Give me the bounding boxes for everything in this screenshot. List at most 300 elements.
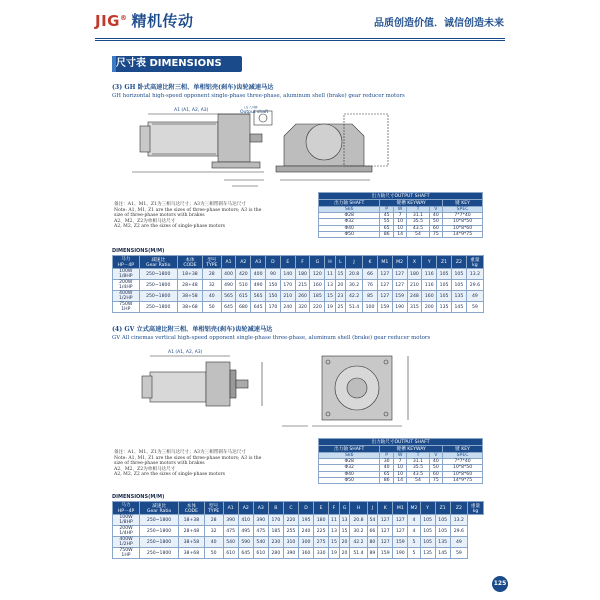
gv-dim-cell: 20 bbox=[339, 537, 350, 548]
gv-title-en: GV All cinemas vertical high-speed opponent single-phase three-phase, aluminum shell (brake) gear reducer motors bbox=[112, 335, 431, 341]
gv-dim-header: K bbox=[378, 502, 393, 515]
gv-dim-cell: 13 bbox=[329, 526, 340, 537]
gh-dim-cell: 490 bbox=[251, 280, 266, 291]
gv-dim-header: Z2 bbox=[450, 502, 467, 515]
gv-dim-cell: 54 bbox=[367, 515, 378, 526]
gh-shaft-cell: 7*7*40 bbox=[443, 213, 483, 219]
header-rule-thin bbox=[95, 40, 505, 41]
gh-shaft-h-key: 键 KEY bbox=[443, 200, 483, 207]
gv-dim-cell: 127 bbox=[378, 526, 393, 537]
gv-shaft-cell: Φ28 bbox=[319, 459, 380, 465]
gh-shaft-subheader: P bbox=[380, 207, 394, 213]
gv-dim-cell: 13 bbox=[339, 515, 350, 526]
gh-shaft-cell: 14*9*75 bbox=[443, 231, 483, 237]
gh-shaft-subheader: SPEC bbox=[443, 207, 483, 213]
gh-note-line: 备注：A1、M1、Z1为三相马达尺寸；A3为三相带刹车马达尺寸 bbox=[114, 202, 246, 207]
gh-shaft-cell: Φ28 bbox=[319, 213, 380, 219]
gh-dim-cell: 200W 1/4HP bbox=[113, 280, 140, 291]
gh-dim-header: L bbox=[335, 256, 345, 269]
gh-dim-header: H bbox=[325, 256, 335, 269]
gv-shaft-title: 出力轴尺寸OUTPUT SHAFT bbox=[319, 439, 483, 446]
gv-dim-cell: 11 bbox=[329, 515, 340, 526]
gh-drawing bbox=[112, 106, 482, 202]
gv-dim-cell: 185 bbox=[268, 526, 283, 537]
section-title: 尺寸表 DIMENSIONS bbox=[112, 56, 242, 72]
gv-dim-cell: 310 bbox=[283, 537, 298, 548]
gv-shaft-cell: 30 bbox=[380, 459, 394, 465]
gv-dim-cell: 750W 1HP bbox=[113, 548, 140, 559]
gh-shaft-cell: 65 bbox=[380, 225, 394, 231]
gh-dim-cell: 15 bbox=[325, 291, 335, 302]
gv-dim-cell: 80 bbox=[367, 537, 378, 548]
gv-shaft-h-keyway: 键槽 KEYWAY bbox=[380, 446, 443, 453]
gv-dim-header: M1 bbox=[393, 502, 408, 515]
gh-dim-cell: 420 bbox=[236, 269, 251, 280]
gh-dim-cell: 116 bbox=[422, 269, 437, 280]
gv-shaft-cell: Φ32 bbox=[319, 465, 380, 471]
gv-dim-cell: 89 bbox=[367, 548, 378, 559]
gh-dim-row bbox=[113, 302, 484, 313]
gv-dim-header-row bbox=[113, 502, 484, 515]
brand-name: JIG bbox=[95, 12, 120, 30]
gh-dim-cell: 105 bbox=[437, 291, 452, 302]
gv-dim-cell: 180 bbox=[314, 515, 329, 526]
gv-dim-cell: 40 bbox=[204, 537, 223, 548]
gv-dim-cell: 190 bbox=[393, 548, 408, 559]
gh-dim-row bbox=[113, 269, 484, 280]
gv-dim-cell: 280 bbox=[268, 548, 283, 559]
gv-dim-cell: 240 bbox=[299, 526, 314, 537]
gh-dim-cell: 160 bbox=[310, 280, 325, 291]
gh-dim-cell: 76 bbox=[363, 280, 378, 291]
gv-shaft-subheader: T bbox=[407, 453, 429, 459]
gh-shaft-cell: 10 bbox=[393, 225, 407, 231]
gv-dim-header: 型号 TYPE bbox=[204, 502, 223, 515]
gh-dim-cell: 180 bbox=[407, 269, 422, 280]
gv-dim-cell: 19 bbox=[329, 548, 340, 559]
gh-dim-header: X bbox=[407, 256, 422, 269]
gh-dim-cell: 200 bbox=[422, 302, 437, 313]
gv-dim-cell: 225 bbox=[314, 526, 329, 537]
gh-dim-header: A2 bbox=[236, 256, 251, 269]
gv-dim-cell: 127 bbox=[393, 515, 408, 526]
gh-dim-cell: 105 bbox=[437, 269, 452, 280]
gh-shaft-cell: 75 bbox=[429, 231, 443, 237]
gv-dim-cell: 42.2 bbox=[350, 537, 367, 548]
gh-note-line: size of three-phase motors with brakes bbox=[114, 213, 205, 219]
gh-dim-cell: 248 bbox=[407, 291, 422, 302]
gv-dim-cell: 66 bbox=[367, 526, 378, 537]
gv-dim-label: DIMENSIONS(M/M) bbox=[112, 494, 165, 500]
gh-shaft-cell: 50 bbox=[429, 219, 443, 225]
gh-shaft-cell: 10 bbox=[393, 219, 407, 225]
gh-dim-header: D bbox=[266, 256, 281, 269]
gh-dim-cell: 170 bbox=[266, 302, 281, 313]
gh-dim-cell: 38+58 bbox=[177, 291, 202, 302]
gv-dim-cell: 5 bbox=[408, 537, 420, 548]
gh-dim-cell: 250~1800 bbox=[139, 280, 177, 291]
gh-shaft-title: 出力轴尺寸OUTPUT SHAFT bbox=[319, 193, 483, 200]
gh-dim-header: F bbox=[295, 256, 310, 269]
gh-dim-cell: 50 bbox=[202, 302, 221, 313]
gv-dim-cell: 50 bbox=[204, 548, 223, 559]
gh-dim-cell: 750W 1HP bbox=[113, 302, 140, 313]
gv-dim-cell: 195 bbox=[299, 515, 314, 526]
gh-notes bbox=[114, 202, 261, 230]
gh-shaft-cell: Φ32 bbox=[319, 219, 380, 225]
gv-shaft-cell: 40 bbox=[429, 459, 443, 465]
gv-dim-cell: 159 bbox=[378, 548, 393, 559]
gv-dim-cell: 135 bbox=[420, 548, 435, 559]
gv-dim-cell: 390 bbox=[253, 515, 268, 526]
gh-dim-cell: 127 bbox=[377, 280, 392, 291]
gh-dim-cell: 42.2 bbox=[346, 291, 363, 302]
gh-dim-header: 本体 CODE bbox=[177, 256, 202, 269]
gv-dim-cell: 540 bbox=[223, 537, 238, 548]
gh-dim-cell: 220 bbox=[310, 302, 325, 313]
gv-dim-cell: 15 bbox=[329, 537, 340, 548]
gh-shaft-cell: Φ40 bbox=[319, 225, 380, 231]
gv-dim-cell: 5 bbox=[408, 548, 420, 559]
gv-dim-header: Y bbox=[420, 502, 435, 515]
gh-dim-cell: 100W 1/8HP bbox=[113, 269, 140, 280]
gv-dim-cell: 495 bbox=[238, 526, 253, 537]
gh-dim-cell: 15 bbox=[335, 269, 345, 280]
gv-dim-cell: 20 bbox=[339, 548, 350, 559]
gh-dim-cell: 170 bbox=[280, 280, 295, 291]
gh-dim-cell: 250~1800 bbox=[139, 302, 177, 313]
gh-dim-cell: 32 bbox=[202, 280, 221, 291]
gv-heading bbox=[112, 326, 430, 342]
gh-shaft-cell: 10*8*60 bbox=[443, 225, 483, 231]
gh-dim-cell: 40 bbox=[202, 291, 221, 302]
gh-output-shaft-label: 出力轴 bbox=[244, 106, 258, 110]
gh-dim-a1-label: A1 (A1, A2, A3) bbox=[174, 108, 209, 113]
gv-shaft-cell: 50 bbox=[429, 465, 443, 471]
gh-dim-cell: 150 bbox=[266, 280, 281, 291]
gh-shaft-h-keyway: 键槽 KEYWAY bbox=[380, 200, 443, 207]
gh-shaft-cell: 14 bbox=[393, 231, 407, 237]
gh-dim-cell: 240 bbox=[280, 302, 295, 313]
gv-dim-header: D bbox=[299, 502, 314, 515]
gh-dim-cell: 185 bbox=[310, 291, 325, 302]
gh-dim-cell: 250~1800 bbox=[139, 269, 177, 280]
gv-dim-cell: 360 bbox=[299, 548, 314, 559]
gv-notes bbox=[114, 450, 261, 478]
gv-dim-cell: 29.6 bbox=[450, 526, 467, 537]
gv-dim-cell: 250~1800 bbox=[140, 526, 179, 537]
gh-dim-cell: 150 bbox=[266, 291, 281, 302]
gv-note-line: A2、M2、Z2为单相马达尺寸 bbox=[114, 466, 176, 472]
gh-dim-header: 减速比 Gear Ratio bbox=[139, 256, 177, 269]
gh-dim-header: M2 bbox=[392, 256, 407, 269]
gv-dim-header: A2 bbox=[238, 502, 253, 515]
gh-dim-cell: 25 bbox=[335, 302, 345, 313]
gv-shaft-cell: 14*9*75 bbox=[443, 477, 483, 483]
gv-dim-cell: 475 bbox=[253, 526, 268, 537]
gv-dim-header: J bbox=[367, 502, 378, 515]
gh-shaft-subheader: V bbox=[429, 207, 443, 213]
gv-dim-header: G bbox=[339, 502, 350, 515]
gh-dim-header: E bbox=[280, 256, 295, 269]
gh-shaft-cell: 35.5 bbox=[407, 219, 429, 225]
gv-dim-cell: 200W 1/4HP bbox=[113, 526, 140, 537]
gh-dim-label: DIMENSIONS(M/M) bbox=[112, 248, 165, 254]
gv-note-line: Note: A1, M1, Z1 are the sizes of three-phase motors; A3 is the bbox=[114, 455, 262, 461]
gh-heading bbox=[112, 84, 405, 100]
gh-shaft-cell: 40 bbox=[429, 213, 443, 219]
gh-dim-cell: 565 bbox=[221, 291, 236, 302]
gh-dim-cell: 127 bbox=[392, 269, 407, 280]
gh-dim-cell: 105 bbox=[437, 280, 452, 291]
gv-dim-cell: 49 bbox=[450, 537, 467, 548]
gh-dim-cell: 320 bbox=[295, 302, 310, 313]
gh-dim-header: K bbox=[363, 256, 378, 269]
gv-dim-cell: 170 bbox=[268, 515, 283, 526]
page-header bbox=[0, 0, 600, 42]
gv-dim-cell: 4 bbox=[408, 515, 420, 526]
gh-dim-cell: 490 bbox=[221, 280, 236, 291]
gv-dim-header: M2 bbox=[408, 502, 420, 515]
gh-dim-cell: 215 bbox=[295, 280, 310, 291]
gv-shaft-cell: 40 bbox=[380, 465, 394, 471]
gh-dim-cell: 38+68 bbox=[177, 302, 202, 313]
gv-dim-cell: 610 bbox=[223, 548, 238, 559]
gv-dim-cell: 540 bbox=[253, 537, 268, 548]
gv-dim-cell: 220 bbox=[283, 515, 298, 526]
gv-shaft-subheader: Sk6 bbox=[319, 453, 380, 459]
gh-dim-header: M1 bbox=[377, 256, 392, 269]
gv-dim-row bbox=[113, 548, 484, 559]
gh-dim-cell: 51.4 bbox=[346, 302, 363, 313]
gv-shaft-row bbox=[319, 477, 483, 483]
gv-dim-cell: 105 bbox=[420, 537, 435, 548]
gh-dim-cell: 250~1800 bbox=[139, 291, 177, 302]
gh-dim-cell: 127 bbox=[392, 280, 407, 291]
gh-dim-cell: 105 bbox=[451, 280, 466, 291]
gv-shaft-subheader: P bbox=[380, 453, 394, 459]
gh-dim-cell: 116 bbox=[422, 280, 437, 291]
gh-dim-cell: 400 bbox=[251, 269, 266, 280]
gh-shaft-subheader: T bbox=[407, 207, 429, 213]
gv-dim-cell: 250~1800 bbox=[140, 548, 179, 559]
gv-dim-cell: 159 bbox=[393, 537, 408, 548]
gh-dim-cell: 210 bbox=[280, 291, 295, 302]
gh-shaft-cell: 45 bbox=[380, 213, 394, 219]
registered-mark: ® bbox=[119, 14, 128, 22]
gh-shaft-cell: Φ50 bbox=[319, 231, 380, 237]
gh-note-line: A2, M2, Z2 are the sizes of single-phase motors bbox=[114, 224, 226, 230]
gh-shaft-cell: 55 bbox=[380, 219, 394, 225]
page-number: 125 bbox=[492, 576, 508, 592]
gv-dim-header: H bbox=[350, 502, 367, 515]
gh-dim-cell: 120 bbox=[310, 269, 325, 280]
gh-dim-cell: 20.8 bbox=[346, 269, 363, 280]
gh-dim-cell: 49 bbox=[466, 291, 483, 302]
gh-note-line: Note: A1, M1, Z1 are the sizes of three-phase motors; A3 is the bbox=[114, 207, 262, 213]
gh-shaft-cell: 54 bbox=[407, 231, 429, 237]
gv-shaft-cell: 10 bbox=[393, 471, 407, 477]
svg-text:Output shaft: Output shaft bbox=[240, 110, 269, 115]
gv-shaft-cell: 10*8*60 bbox=[443, 471, 483, 477]
gh-note-line: A2、M2、Z2为单相马达尺寸 bbox=[114, 218, 176, 224]
gv-dim-row bbox=[113, 526, 484, 537]
gv-dim-cell: 300 bbox=[299, 537, 314, 548]
gh-dim-cell: 180 bbox=[295, 269, 310, 280]
gh-dim-cell: 159 bbox=[377, 302, 392, 313]
gv-dim-cell: 127 bbox=[393, 526, 408, 537]
gv-shaft-cell: 65 bbox=[380, 471, 394, 477]
gh-dim-header: 马力 HP－4P bbox=[113, 256, 140, 269]
gv-drawing bbox=[112, 346, 482, 440]
gh-dim-cell: 145 bbox=[451, 302, 466, 313]
svg-text:A1 (A1, A2, A3): A1 (A1, A2, A3) bbox=[168, 350, 203, 355]
gv-dim-cell: 28+48 bbox=[179, 526, 205, 537]
gv-dim-cell: 105 bbox=[435, 515, 450, 526]
gv-dim-header: 减速比 Gear Ratio bbox=[140, 502, 179, 515]
gv-dim-cell: 38+68 bbox=[179, 548, 205, 559]
gv-dim-cell: 250~1800 bbox=[140, 515, 179, 526]
gv-dim-cell: 127 bbox=[378, 515, 393, 526]
gh-dim-cell: 29.6 bbox=[466, 280, 483, 291]
gv-shaft-cell: 75 bbox=[429, 477, 443, 483]
gh-shaft-subheader: W bbox=[393, 207, 407, 213]
gv-dim-header: Z1 bbox=[435, 502, 450, 515]
gv-shaft-cell: 35.5 bbox=[407, 465, 429, 471]
gv-shaft-cell: 86 bbox=[380, 477, 394, 483]
slogan: 品质创造价值．诚信创造未来 bbox=[374, 18, 504, 29]
gv-shaft-subheader: V bbox=[429, 453, 443, 459]
gh-dim-header: Y bbox=[422, 256, 437, 269]
gv-dim-header: 重量 kg bbox=[468, 502, 484, 515]
gv-dim-cell: 145 bbox=[435, 548, 450, 559]
gv-dim-cell: 28 bbox=[204, 515, 223, 526]
gh-shaft-cell: 7 bbox=[393, 213, 407, 219]
gv-dim-cell: 330 bbox=[314, 548, 329, 559]
gv-dim-header: E bbox=[314, 502, 329, 515]
gv-dim-cell: 4 bbox=[408, 526, 420, 537]
gv-dim-cell: 105 bbox=[435, 526, 450, 537]
gv-dim-header: F bbox=[329, 502, 340, 515]
gv-dim-cell: 255 bbox=[283, 526, 298, 537]
gh-dim-header: A3 bbox=[251, 256, 266, 269]
gv-dim-cell: 475 bbox=[223, 526, 238, 537]
gh-shaft-cell: 60 bbox=[429, 225, 443, 231]
gh-dim-header: Z2 bbox=[451, 256, 466, 269]
gv-note-line: size of three-phase motors with brakes bbox=[114, 461, 205, 467]
gv-title-cn: (4) GV 立式高速比附三相、单相铝壳(刹车)齿轮减速马达 bbox=[112, 326, 273, 333]
gv-shaft-subheader: SPEC bbox=[443, 453, 483, 459]
gh-dim-cell: 510 bbox=[236, 280, 251, 291]
gh-shaft-cell: 31.1 bbox=[407, 213, 429, 219]
gv-dim-cell: 410 bbox=[238, 515, 253, 526]
gh-dim-cell: 30.2 bbox=[346, 280, 363, 291]
gh-shaft-row bbox=[319, 231, 483, 237]
gh-shaft-table bbox=[318, 192, 483, 238]
gv-dim-cell: 127 bbox=[378, 537, 393, 548]
gv-dim-cell: 18+38 bbox=[179, 515, 205, 526]
gh-dim-cell: 127 bbox=[377, 269, 392, 280]
gh-dim-header: G bbox=[310, 256, 325, 269]
gv-shaft-cell: 14 bbox=[393, 477, 407, 483]
gv-shaft-table bbox=[318, 438, 483, 484]
gh-dim-cell: 400W 1/2HP bbox=[113, 291, 140, 302]
gv-shaft-cell: 10 bbox=[393, 465, 407, 471]
gh-dim-cell: 135 bbox=[451, 291, 466, 302]
gv-dim-header: 马力 HP－4P bbox=[113, 502, 140, 515]
gh-dim-cell: 13 bbox=[325, 280, 335, 291]
gv-dim-cell: 100W 1/8HP bbox=[113, 515, 140, 526]
gv-dim-cell: 610 bbox=[253, 548, 268, 559]
gv-shaft-cell: 7*7*40 bbox=[443, 459, 483, 465]
gh-dim-cell: 127 bbox=[377, 291, 392, 302]
gv-shaft-cell: 54 bbox=[407, 477, 429, 483]
gh-shaft-cell: 10*8*50 bbox=[443, 219, 483, 225]
gh-dim-cell: 66 bbox=[363, 269, 378, 280]
gh-dim-cell: 23 bbox=[335, 291, 345, 302]
gh-dim-cell: 59 bbox=[466, 302, 483, 313]
gh-shaft-subheader: Sk6 bbox=[319, 207, 380, 213]
gh-dim-row bbox=[113, 280, 484, 291]
gv-dim-cell: 32 bbox=[204, 526, 223, 537]
gv-dim-cell: 15 bbox=[339, 526, 350, 537]
gv-dim-cell: 20.8 bbox=[350, 515, 367, 526]
gv-dim-cell: 250~1800 bbox=[140, 537, 179, 548]
gv-dim-cell: 590 bbox=[238, 537, 253, 548]
gv-dim-cell: 390 bbox=[223, 515, 238, 526]
gv-dim-cell: 105 bbox=[420, 515, 435, 526]
gv-dim-header: 本体 CODE bbox=[179, 502, 205, 515]
gh-dim-cell: 159 bbox=[392, 291, 407, 302]
header-rule bbox=[95, 38, 505, 39]
gh-dim-row bbox=[113, 291, 484, 302]
brand-logo bbox=[95, 10, 194, 31]
brand-cn: 精机传动 bbox=[131, 12, 194, 30]
gh-dim-cell: 90 bbox=[266, 269, 281, 280]
gv-dim-cell: 105 bbox=[420, 526, 435, 537]
gv-shaft-h-shaft: 出力轴 SHAFT bbox=[319, 446, 380, 453]
gh-dim-cell: 645 bbox=[221, 302, 236, 313]
gv-dim-cell: 390 bbox=[283, 548, 298, 559]
gv-dim-cell: 135 bbox=[435, 537, 450, 548]
gv-dim-row bbox=[113, 537, 484, 548]
gh-dim-table bbox=[112, 255, 484, 313]
gv-dim-header: A1 bbox=[223, 502, 238, 515]
gh-dim-cell: 13.2 bbox=[466, 269, 483, 280]
gv-shaft-cell: 31.1 bbox=[407, 459, 429, 465]
gh-dim-cell: 28 bbox=[202, 269, 221, 280]
gv-shaft-cell: Φ40 bbox=[319, 471, 380, 477]
gv-note-line: 备注：A1、M1、Z1为三相马达尺寸；A3为三相带刹车马达尺寸 bbox=[114, 450, 246, 455]
gv-shaft-cell: 60 bbox=[429, 471, 443, 477]
gh-shaft-cell: 86 bbox=[380, 231, 394, 237]
gv-dim-cell: 51.4 bbox=[350, 548, 367, 559]
gh-dim-header: 重量 kg bbox=[466, 256, 483, 269]
gv-dim-cell: 645 bbox=[238, 548, 253, 559]
gv-shaft-cell: 7 bbox=[393, 459, 407, 465]
gv-shaft-cell: Φ50 bbox=[319, 477, 380, 483]
gv-shaft-cell: 43.5 bbox=[407, 471, 429, 477]
gv-dim-header: B bbox=[268, 502, 283, 515]
gv-dim-header: C bbox=[283, 502, 298, 515]
gh-dim-cell: 140 bbox=[280, 269, 295, 280]
gh-title-en: GH horizontal high-speed opponent single-phase three-phase, aluminum shell (brake) gear reducer motors bbox=[112, 93, 405, 99]
gh-dim-cell: 135 bbox=[437, 302, 452, 313]
gv-dim-cell: 400W 1/2HP bbox=[113, 537, 140, 548]
gh-dim-cell: 315 bbox=[407, 302, 422, 313]
gh-dim-cell: 400 bbox=[221, 269, 236, 280]
gv-shaft-subheader: W bbox=[393, 453, 407, 459]
